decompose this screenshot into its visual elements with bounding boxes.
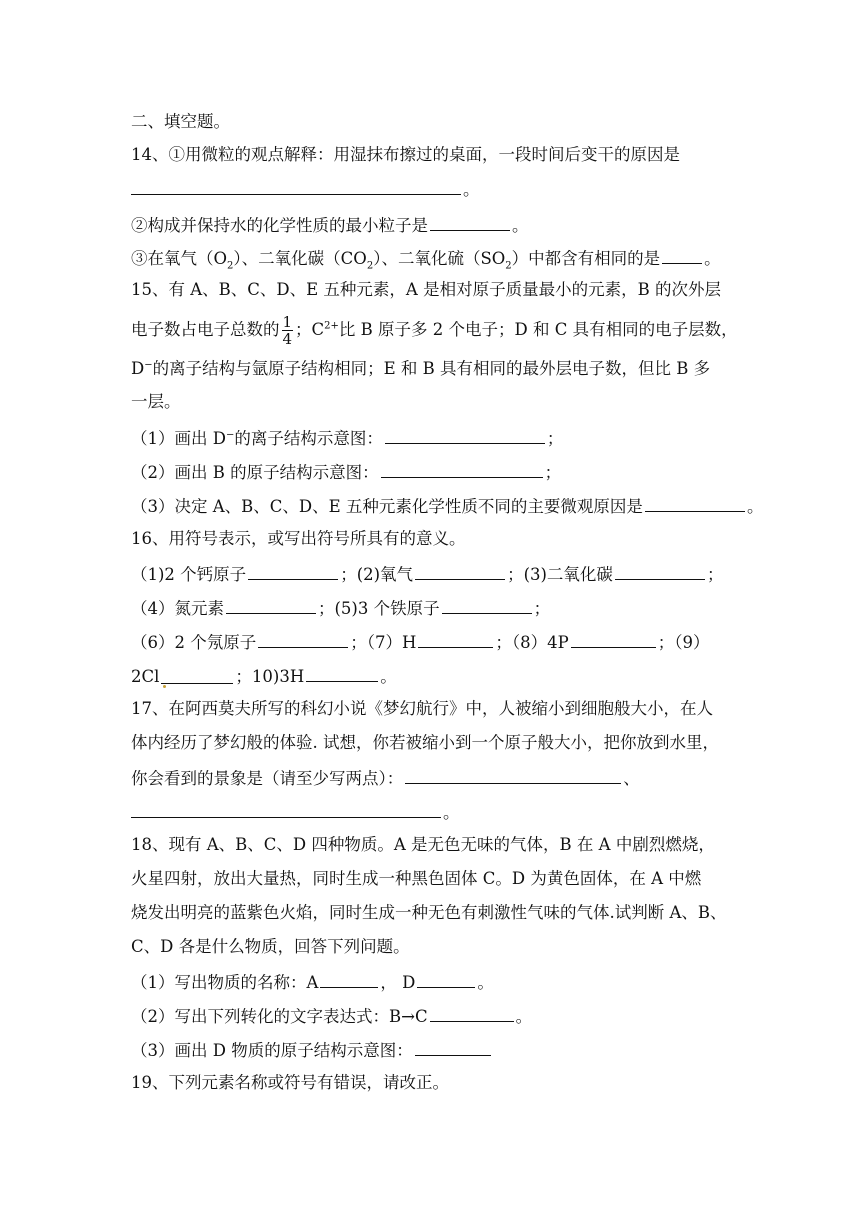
answer-blank[interactable] xyxy=(385,426,545,444)
q14-line1-answer: 。 xyxy=(131,177,480,201)
q16-row1: （1)2 个钙原子 ；(2)氧气 ；(3)二氧化碳 ； xyxy=(131,562,723,586)
answer-blank[interactable] xyxy=(430,1004,514,1022)
q17-line1: 17、在阿西莫夫所写的科幻小说《梦幻航行》中，人被缩小到细胞般大小，在人 xyxy=(131,699,713,718)
q16-row4: 2Cl ；10)3H 。 xyxy=(131,664,397,688)
q15-line2: 电子数占电子总数的 $\frac{1}{4}$ ；$C^{2+}$比 B 原子多 2 个电子；D 和 C 具有相同的电子层数， xyxy=(131,313,738,348)
answer-blank[interactable] xyxy=(306,664,378,682)
q19-line1: 19、下列元素名称或符号有错误，请改正。 xyxy=(131,1073,449,1092)
q16-line1: 16、用符号表示，或写出符号所具有的意义。 xyxy=(131,529,466,548)
answer-blank[interactable] xyxy=(320,970,378,988)
q15-line1: 15、有 A、B、C、D、E 五种元素，A 是相对原子质量最小的元素，B 的次外层 xyxy=(131,280,721,299)
answer-blank[interactable] xyxy=(645,494,745,512)
q15-part3: （3）决定 A、B、C、D、E 五种元素化学性质不同的主要微观原因是 。 xyxy=(131,494,763,518)
q17-line3: 你会看到的景象是（请至少写两点）： 、 xyxy=(131,766,640,790)
q17-line4: 。 xyxy=(131,800,460,824)
q18-line2: 火星四射，放出大量热，同时生成一种黑色固体 C。D 为黄色固体，在 A 中燃 xyxy=(131,869,702,888)
fraction-one-quarter: $\frac{1}{4}$ xyxy=(282,313,293,348)
answer-blank[interactable] xyxy=(417,970,475,988)
q15-part2: （2）画出 B 的原子结构示意图： ； xyxy=(131,460,561,484)
answer-blank[interactable] xyxy=(418,630,493,648)
q18-line1: 18、现有 A、B、C、D 四种物质。A 是无色无味的气体，B 在 A 中剧烈燃烧， xyxy=(131,835,715,854)
q14-line3: ③在氧气$(O_2)$、二氧化碳$(CO_2)$、二氧化硫$(SO_2)$中都含有相同的是 。 xyxy=(131,246,721,270)
answer-blank[interactable] xyxy=(415,1038,491,1056)
q18-part2: （2）写出下列转化的文字表达式：B→C 。 xyxy=(131,1004,532,1028)
answer-blank[interactable] xyxy=(226,596,316,614)
answer-blank[interactable] xyxy=(571,630,656,648)
answer-blank[interactable] xyxy=(405,766,621,784)
section-title: 二、填空题。 xyxy=(131,112,230,131)
q18-part1: （1）写出物质的名称：A ， D 。 xyxy=(131,970,494,994)
answer-blank[interactable] xyxy=(131,177,461,195)
q18-line4: C、D 各是什么物质，回答下列问题。 xyxy=(131,937,410,956)
answer-blank[interactable] xyxy=(415,562,505,580)
answer-blank[interactable] xyxy=(615,562,705,580)
q15-line4: 一层。 xyxy=(131,392,181,411)
answer-blank[interactable] xyxy=(161,666,233,684)
answer-blank[interactable] xyxy=(248,562,338,580)
q14-line2: ②构成并保持水的化学性质的最小粒子是 。 xyxy=(131,213,529,237)
q18-line3: 烧发出明亮的蓝紫色火焰，同时生成一种无色有刺激性气味的气体.试判断 A、B、 xyxy=(131,903,727,922)
q15-part1: （1）画出 D−的离子结构示意图： ； xyxy=(131,426,563,450)
answer-blank[interactable] xyxy=(442,596,532,614)
answer-blank[interactable] xyxy=(258,630,348,648)
answer-blank[interactable] xyxy=(430,213,510,231)
answer-blank[interactable] xyxy=(662,246,702,264)
mark-dot xyxy=(163,685,166,688)
q14-line1: 14、①用微粒的观点解释：用湿抹布擦过的桌面，一段时间后变干的原因是 xyxy=(131,145,680,164)
q15-line3: D−的离子结构与氩原子结构相同；E 和 B 具有相同的最外层电子数，但比 B 多 xyxy=(131,359,711,378)
q18-part3: （3）画出 D 物质的原子结构示意图： xyxy=(131,1038,493,1062)
q16-row3: （6）2 个氖原子 ；（7）H ；（8）4P ；（9） xyxy=(131,630,710,654)
q16-row2: （4）氮元素 ；(5)3 个铁原子 ； xyxy=(131,596,550,620)
answer-blank[interactable] xyxy=(131,800,441,818)
q17-line2: 体内经历了梦幻般的体验. 试想，你若被缩小到一个原子般大小，把你放到水里， xyxy=(131,733,719,752)
answer-blank[interactable] xyxy=(381,460,543,478)
